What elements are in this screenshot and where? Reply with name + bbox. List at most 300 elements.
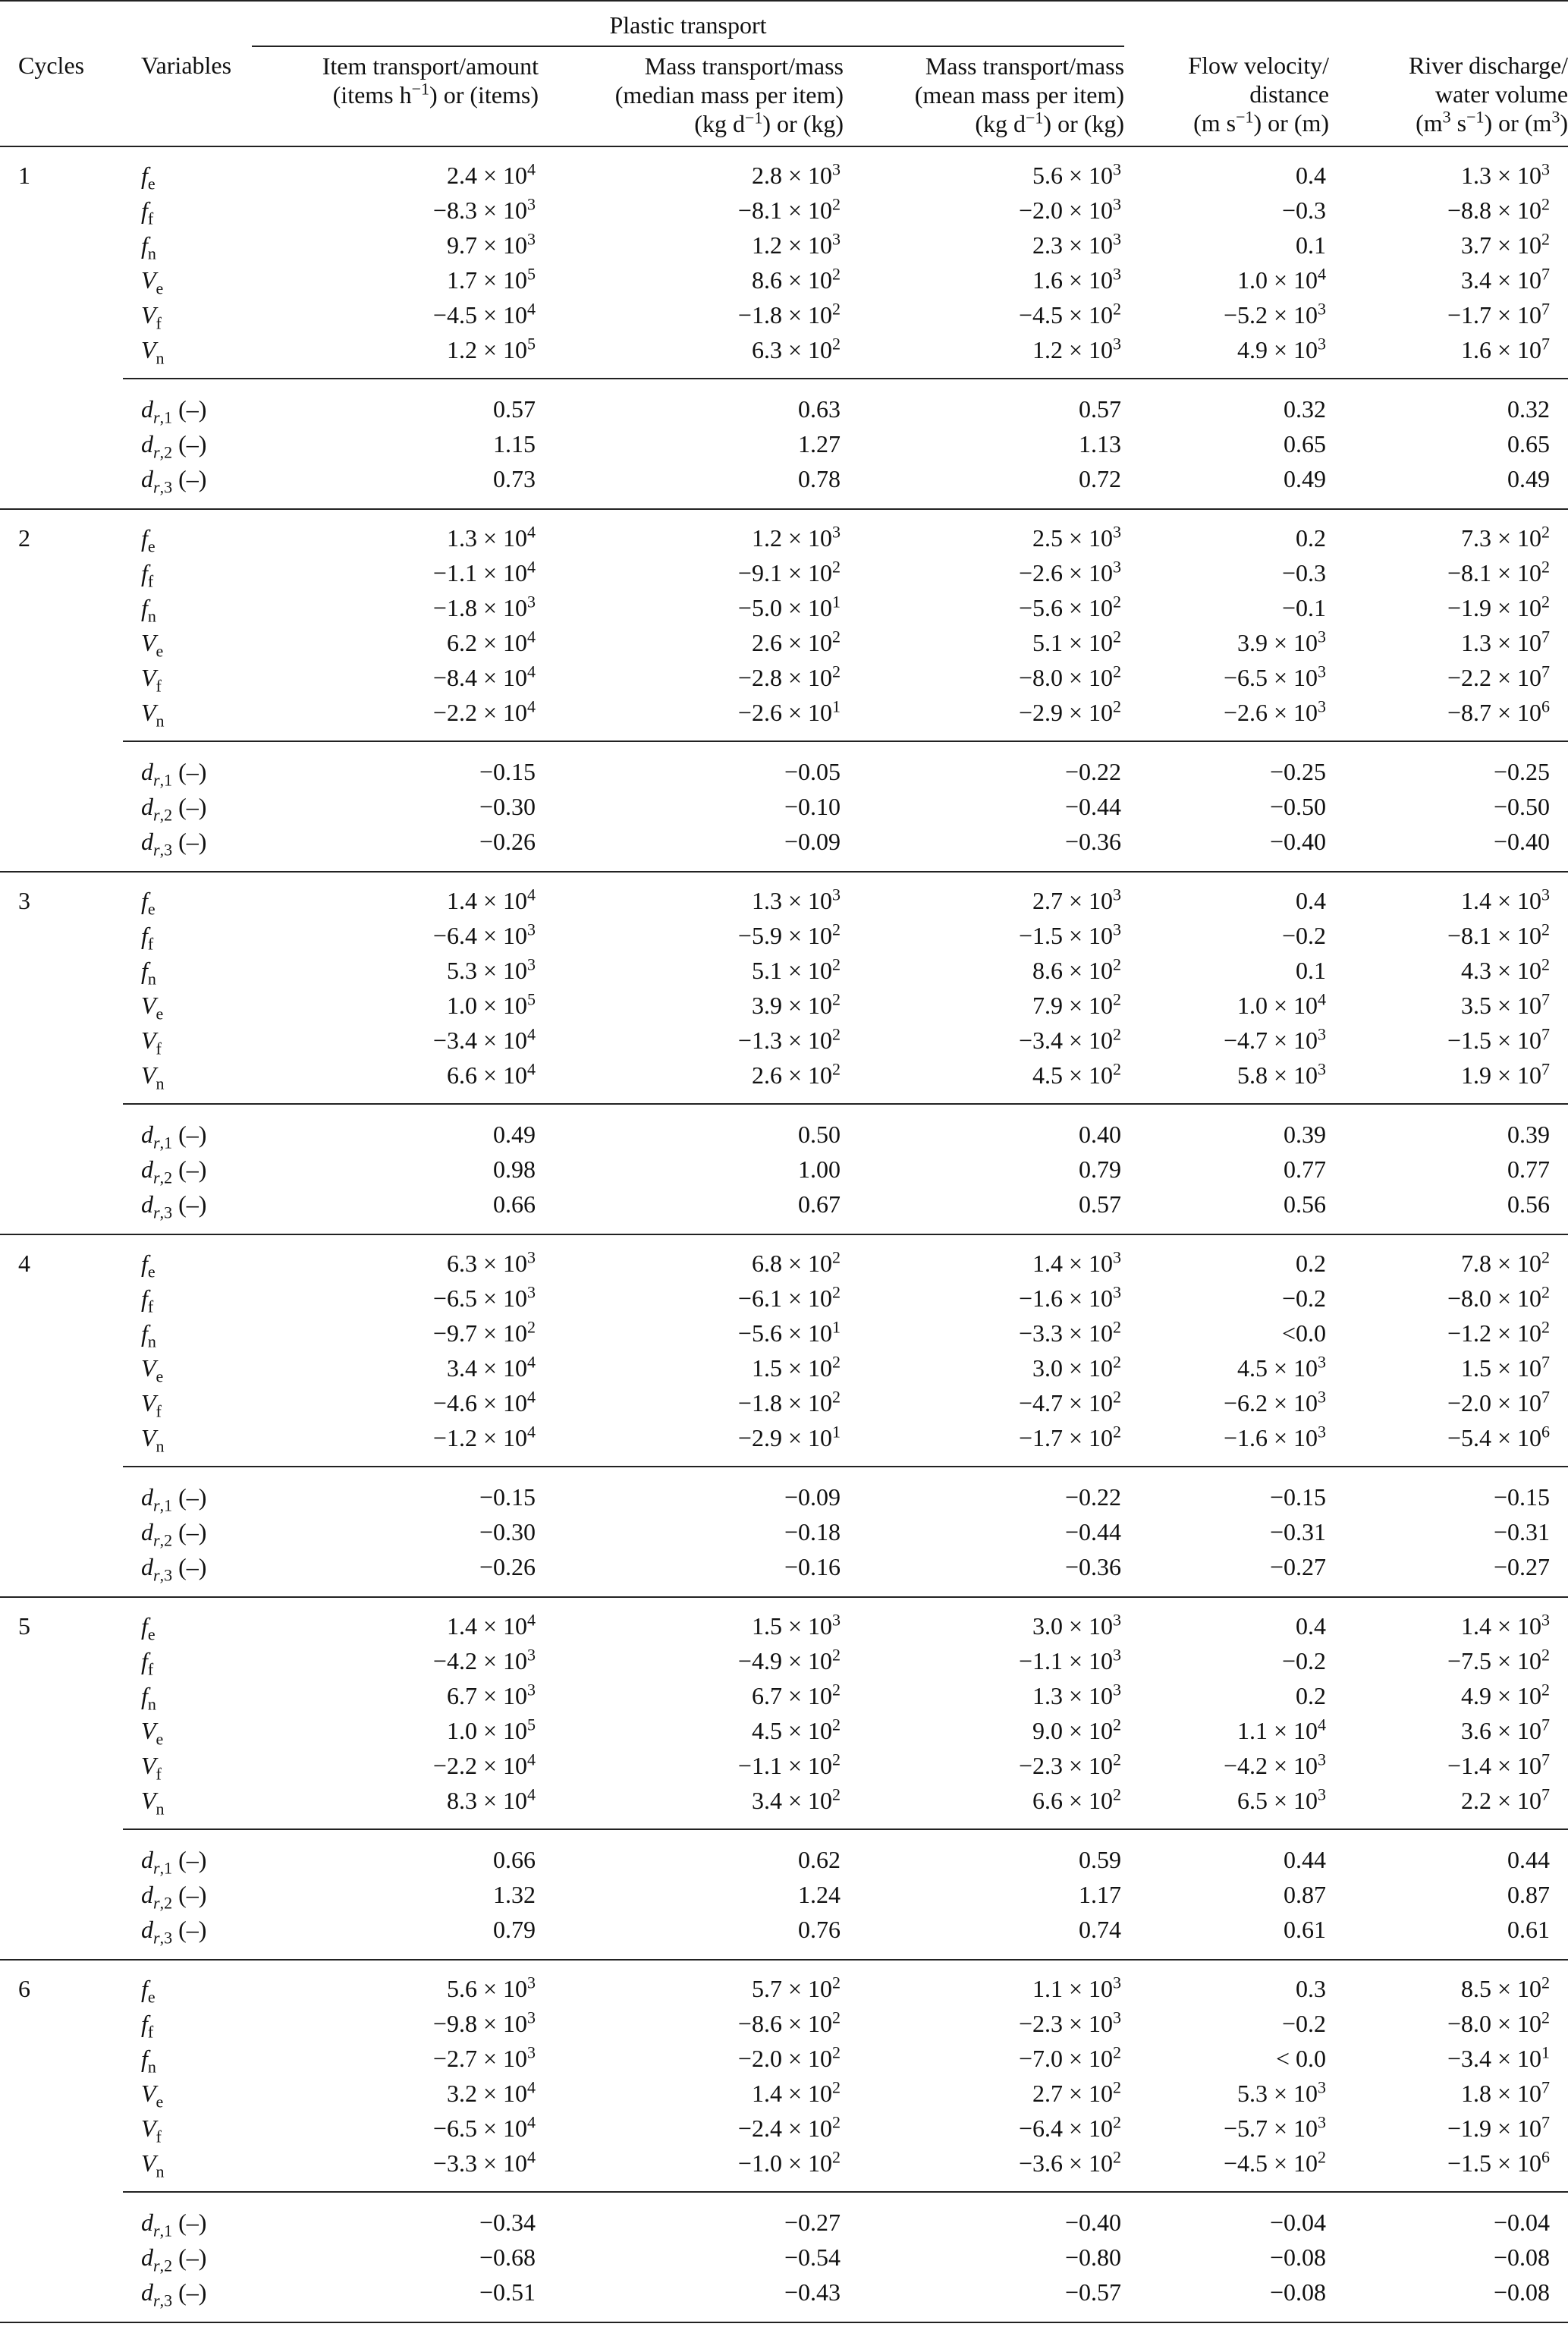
table-row bbox=[0, 555, 1568, 590]
column-header-line: (items $h^{-1}$) or (items) bbox=[332, 79, 539, 108]
table-cell: −0.08 bbox=[1329, 2275, 1568, 2322]
column-header-line: Variables bbox=[141, 52, 232, 79]
cycle-label: 6 bbox=[0, 1960, 123, 2006]
table-cell: −0.54 bbox=[784, 2244, 841, 2271]
table-cell: $6.7 \times 10^3$ bbox=[446, 1680, 536, 1709]
table-cell: −0.31 bbox=[1493, 1518, 1551, 1545]
table-cell: $-8.4 \times 10^4$ bbox=[432, 662, 536, 691]
table-cell: $5.3 \times 10^3$ bbox=[446, 954, 536, 984]
table-cell: $4.5 \times 10^3$ bbox=[1236, 1352, 1327, 1382]
variable-label: $V_e$ bbox=[141, 1354, 164, 1386]
table-cell: $1.8 \times 10^7$ bbox=[1460, 2077, 1551, 2107]
table-row bbox=[0, 1281, 1568, 1316]
table-cell: −0.25 bbox=[1329, 741, 1568, 789]
table-cell: 0.74 bbox=[1079, 1916, 1122, 1943]
table-cell: −0.10 bbox=[784, 793, 841, 820]
d-label: $d_{r,3}$ (–) bbox=[123, 2275, 252, 2322]
cycle-label-empty bbox=[0, 2275, 123, 2322]
column-header-line: Flow velocity/ bbox=[1188, 52, 1330, 79]
cycle-label bbox=[0, 625, 123, 660]
table-cell: $-5.4 \times 10^6$ bbox=[1447, 1422, 1551, 1451]
table-row-d bbox=[0, 1514, 1568, 1549]
table-cell: −0.43 bbox=[539, 2275, 844, 2322]
column-header-line: (m $s^{-1}$) or (m) bbox=[1193, 107, 1330, 137]
table-cell: $-8.1 \times 10^2$ bbox=[1447, 920, 1551, 949]
table-cell: 1.13 bbox=[1079, 430, 1122, 458]
table-cell: −0.08 bbox=[1269, 2244, 1327, 2271]
table-cell: $-4.9 \times 10^2$ bbox=[737, 1645, 841, 1674]
table-cell: 0.57 bbox=[844, 379, 1124, 426]
table-cell: $3.9 \times 10^2$ bbox=[751, 989, 841, 1019]
table-row-d bbox=[0, 1912, 1568, 1960]
table-row bbox=[0, 1597, 1568, 1643]
cycle-label bbox=[0, 590, 123, 625]
header-group-row bbox=[0, 1, 1568, 46]
table-cell: 0.49 bbox=[1507, 465, 1551, 492]
cycle-label bbox=[0, 1058, 123, 1104]
variable-label: $f_e$ bbox=[123, 1234, 252, 1281]
variable-label: $V_n$ bbox=[141, 1424, 165, 1456]
variable-label: $V_n$ bbox=[141, 2149, 165, 2181]
table-cell: $4.3 \times 10^2$ bbox=[1460, 954, 1551, 984]
table-cell: $1.5 \times 10^3$ bbox=[539, 1597, 844, 1643]
table-cell: $3.4 \times 10^4$ bbox=[446, 1352, 536, 1382]
table-cell: −0.08 bbox=[1493, 2244, 1551, 2271]
table-cell: $-7.0 \times 10^2$ bbox=[1018, 2042, 1122, 2072]
table-cell: $-1.6 \times 10^3$ bbox=[1018, 1282, 1122, 1312]
table-cell: 0.79 bbox=[1079, 1156, 1122, 1183]
table-cell: $1.6 \times 10^3$ bbox=[1032, 264, 1122, 294]
table-cell: $5.3 \times 10^3$ bbox=[1236, 2077, 1327, 2107]
table-cell: $-2.0 \times 10^7$ bbox=[1447, 1387, 1551, 1417]
table-cell: $-9.7 \times 10^2$ bbox=[432, 1317, 536, 1347]
table-cell: 0.65 bbox=[1284, 430, 1327, 458]
table-cell: −0.3 bbox=[1281, 197, 1327, 224]
cycle-label bbox=[0, 695, 123, 741]
table-cell: 0.76 bbox=[798, 1916, 841, 1943]
table-cell: $-1.3 \times 10^2$ bbox=[737, 1024, 841, 1054]
table-cell: 0.49 bbox=[1284, 465, 1327, 492]
cycle-label bbox=[0, 1316, 123, 1351]
table-cell: $2.3 \times 10^3$ bbox=[1032, 229, 1122, 259]
table-cell: $-6.1 \times 10^2$ bbox=[737, 1282, 841, 1312]
table-cell: $3.5 \times 10^7$ bbox=[1460, 989, 1551, 1019]
cycle-label bbox=[0, 1713, 123, 1748]
table-cell: $-6.4 \times 10^2$ bbox=[1018, 2112, 1122, 2142]
column-header-line: Item transport/amount bbox=[322, 52, 539, 80]
table-cell: 0.49 bbox=[252, 1104, 539, 1152]
d-label: $d_{r,1}$ (–) bbox=[123, 741, 252, 789]
table-row-d bbox=[0, 824, 1568, 872]
table-cell: $3.4 \times 10^2$ bbox=[751, 1784, 841, 1814]
table-row-d bbox=[0, 1104, 1568, 1152]
table-cell: $1.2 \times 10^3$ bbox=[1032, 334, 1122, 363]
table-cell: $1.3 \times 10^3$ bbox=[1329, 146, 1568, 193]
table-cell: $-2.8 \times 10^2$ bbox=[737, 662, 841, 691]
cycle-label-empty bbox=[0, 789, 123, 824]
table-row bbox=[0, 1643, 1568, 1678]
table-row bbox=[0, 988, 1568, 1023]
table-cell: 0.62 bbox=[539, 1829, 844, 1877]
table-cell: $1.0 \times 10^5$ bbox=[446, 989, 536, 1019]
table-cell: $-1.4 \times 10^7$ bbox=[1447, 1750, 1551, 1779]
cycle-label bbox=[0, 988, 123, 1023]
table-row bbox=[0, 228, 1568, 263]
variable-label: $f_f$ bbox=[141, 922, 154, 954]
table-cell: $1.5 \times 10^2$ bbox=[751, 1352, 841, 1382]
table-cell: 0.44 bbox=[1124, 1829, 1329, 1877]
table-cell: −0.36 bbox=[1064, 1553, 1122, 1580]
column-header-line: (kg $d^{-1}$) or (kg) bbox=[975, 108, 1125, 137]
cycle-label bbox=[0, 1420, 123, 1467]
table-cell: $-8.8 \times 10^2$ bbox=[1447, 194, 1551, 224]
table-row bbox=[0, 193, 1568, 228]
table-cell: $2.8 \times 10^3$ bbox=[539, 146, 844, 193]
table-cell: $-1.8 \times 10^3$ bbox=[432, 592, 536, 621]
table-row bbox=[0, 509, 1568, 555]
column-header-line: distance bbox=[1249, 80, 1330, 108]
variable-label: $V_f$ bbox=[141, 664, 162, 696]
table-cell: $-2.6 \times 10^3$ bbox=[1018, 557, 1122, 586]
table-row bbox=[0, 297, 1568, 332]
table-cell: $-4.6 \times 10^4$ bbox=[432, 1387, 536, 1417]
table-cell: 1.00 bbox=[798, 1156, 841, 1183]
table-cell: $1.4 \times 10^3$ bbox=[1329, 872, 1568, 918]
table-cell: $-2.0 \times 10^2$ bbox=[737, 2042, 841, 2072]
cycle-label-empty bbox=[0, 2192, 123, 2240]
table-cell: $-5.7 \times 10^3$ bbox=[1223, 2112, 1327, 2142]
variable-label: $f_f$ bbox=[141, 197, 154, 228]
variable-label: $V_n$ bbox=[141, 1061, 165, 1093]
table-cell: $-2.2 \times 10^4$ bbox=[432, 1750, 536, 1779]
table-cell: $-1.9 \times 10^2$ bbox=[1447, 592, 1551, 621]
table-row bbox=[0, 590, 1568, 625]
table-row bbox=[0, 1748, 1568, 1783]
table-cell: −0.36 bbox=[1064, 828, 1122, 855]
table-row bbox=[0, 2006, 1568, 2041]
table-cell: −0.27 bbox=[539, 2192, 844, 2240]
table-cell: $-2.6 \times 10^3$ bbox=[1223, 696, 1327, 726]
table-cell: $7.8 \times 10^2$ bbox=[1329, 1234, 1568, 1281]
variable-label: $V_f$ bbox=[141, 1027, 162, 1058]
variable-label: $f_n$ bbox=[141, 957, 156, 989]
table-cell: 0.66 bbox=[252, 1829, 539, 1877]
column-header-cycles bbox=[0, 46, 123, 146]
cycle-label bbox=[0, 2111, 123, 2146]
variable-label: $V_f$ bbox=[141, 1752, 162, 1784]
table-cell: $-6.5 \times 10^3$ bbox=[432, 1282, 536, 1312]
table-cell: $-1.1 \times 10^2$ bbox=[737, 1750, 841, 1779]
table-row bbox=[0, 953, 1568, 988]
table-cell: $6.6 \times 10^4$ bbox=[446, 1059, 536, 1089]
table-cell: $7.9 \times 10^2$ bbox=[1032, 989, 1122, 1019]
table-cell: −0.04 bbox=[1124, 2192, 1329, 2240]
table-cell: 0.56 bbox=[1507, 1190, 1551, 1218]
table-row bbox=[0, 1713, 1568, 1748]
table-cell: $-4.2 \times 10^3$ bbox=[432, 1645, 536, 1674]
d-label: $d_{r,1}$ (–) bbox=[123, 1829, 252, 1877]
table-cell: $1.0 \times 10^4$ bbox=[1236, 989, 1327, 1019]
variable-label: $V_f$ bbox=[141, 1389, 162, 1421]
table-row bbox=[0, 918, 1568, 953]
table-row-d bbox=[0, 2240, 1568, 2275]
d-label: $d_{r,2}$ (–) bbox=[141, 1881, 207, 1913]
cycle-label bbox=[0, 2076, 123, 2111]
table-cell: −0.16 bbox=[784, 1553, 841, 1580]
variable-label: $V_n$ bbox=[141, 336, 165, 368]
table-cell: 0.61 bbox=[1284, 1916, 1327, 1943]
table-cell: $1.0 \times 10^5$ bbox=[446, 1715, 536, 1744]
table-cell: 0.59 bbox=[844, 1829, 1124, 1877]
variable-label: $V_e$ bbox=[141, 2080, 164, 2111]
table-row bbox=[0, 872, 1568, 918]
variable-label: $f_n$ bbox=[141, 1319, 156, 1351]
table-row bbox=[0, 332, 1568, 379]
table-cell: $4.9 \times 10^3$ bbox=[1236, 334, 1327, 363]
table-cell: $1.5 \times 10^7$ bbox=[1460, 1352, 1551, 1382]
table-cell: $-2.2 \times 10^7$ bbox=[1447, 662, 1551, 691]
table-cell: $-2.0 \times 10^3$ bbox=[1018, 194, 1122, 224]
table-cell: −0.40 bbox=[844, 2192, 1124, 2240]
cycle-label-empty bbox=[0, 1187, 123, 1234]
table-cell: $-1.2 \times 10^4$ bbox=[432, 1422, 536, 1451]
table-cell: 0.2 bbox=[1296, 1682, 1327, 1709]
table-cell: $9.0 \times 10^2$ bbox=[1032, 1715, 1122, 1744]
table-cell: $-2.2 \times 10^4$ bbox=[432, 696, 536, 726]
table-cell: $8.6 \times 10^2$ bbox=[751, 264, 841, 294]
cycle-label-empty bbox=[0, 824, 123, 872]
table-cell: <0.0 bbox=[1281, 1319, 1327, 1347]
table-cell: $-8.0 \times 10^2$ bbox=[1018, 662, 1122, 691]
table-cell: −0.25 bbox=[1124, 741, 1329, 789]
table-cell: −0.04 bbox=[1329, 2192, 1568, 2240]
table-row bbox=[0, 1058, 1568, 1104]
table-cell: 1.17 bbox=[1079, 1881, 1122, 1908]
table-cell: $-6.2 \times 10^3$ bbox=[1223, 1387, 1327, 1417]
table-cell: $-8.1 \times 10^2$ bbox=[1447, 557, 1551, 586]
variable-label: $f_e$ bbox=[123, 509, 252, 555]
column-header-line: (median mass per item) bbox=[614, 81, 844, 108]
table-cell: 0.65 bbox=[1507, 430, 1551, 458]
variable-label: $f_f$ bbox=[141, 1647, 154, 1679]
table-header bbox=[0, 1, 1568, 146]
table-cell: $2.2 \times 10^7$ bbox=[1460, 1784, 1551, 1814]
table-cell: −0.68 bbox=[479, 2244, 536, 2271]
cycle-label bbox=[0, 2041, 123, 2076]
table-cell: $-1.7 \times 10^7$ bbox=[1447, 299, 1551, 329]
table-cell: < 0.0 bbox=[1275, 2045, 1327, 2072]
table-cell: 1.24 bbox=[798, 1881, 841, 1908]
table-cell: −0.26 bbox=[479, 1553, 536, 1580]
table-cell: $-6.5 \times 10^4$ bbox=[432, 2112, 536, 2142]
table-cell: $1.1 \times 10^4$ bbox=[1236, 1715, 1327, 1744]
cycle-label-empty bbox=[0, 426, 123, 461]
cycle-label bbox=[0, 953, 123, 988]
table-cell: $-1.2 \times 10^2$ bbox=[1447, 1317, 1551, 1347]
table-cell: $6.3 \times 10^3$ bbox=[252, 1234, 539, 1281]
table-row bbox=[0, 695, 1568, 741]
table-cell: 0.98 bbox=[493, 1156, 536, 1183]
table-cell: $3.0 \times 10^3$ bbox=[844, 1597, 1124, 1643]
d-label: $d_{r,3}$ (–) bbox=[141, 828, 207, 860]
table-row-d bbox=[0, 2192, 1568, 2240]
cycle-label bbox=[0, 918, 123, 953]
table-cell: 0.87 bbox=[1284, 1881, 1327, 1908]
table-row bbox=[0, 1678, 1568, 1713]
table-cell: $4.9 \times 10^2$ bbox=[1460, 1680, 1551, 1709]
table-cell: $1.7 \times 10^5$ bbox=[446, 264, 536, 294]
table-cell: −0.09 bbox=[784, 828, 841, 855]
table-row bbox=[0, 1023, 1568, 1058]
table-cell: $8.5 \times 10^2$ bbox=[1329, 1960, 1568, 2006]
table-cell: $3.7 \times 10^2$ bbox=[1460, 229, 1551, 259]
table-row bbox=[0, 1385, 1568, 1420]
cycle-label-empty bbox=[0, 741, 123, 789]
table-cell: $-1.7 \times 10^2$ bbox=[1018, 1422, 1122, 1451]
variable-label: $V_n$ bbox=[141, 699, 165, 731]
table-cell: $-1.1 \times 10^4$ bbox=[432, 557, 536, 586]
table-cell: $-5.9 \times 10^2$ bbox=[737, 920, 841, 949]
table-cell: 0.61 bbox=[1507, 1916, 1551, 1943]
table-cell: 0.40 bbox=[844, 1104, 1124, 1152]
table-cell: $-1.6 \times 10^3$ bbox=[1223, 1422, 1327, 1451]
variable-label: $f_f$ bbox=[141, 1284, 154, 1316]
cycle-label bbox=[0, 1281, 123, 1316]
table-cell: $1.3 \times 10^7$ bbox=[1460, 627, 1551, 656]
table-cell: 1.15 bbox=[493, 430, 536, 458]
table-cell: $-4.2 \times 10^3$ bbox=[1223, 1750, 1327, 1779]
table-row bbox=[0, 1351, 1568, 1385]
table-cell: $-8.0 \times 10^2$ bbox=[1447, 1282, 1551, 1312]
table-cell: $-1.5 \times 10^3$ bbox=[1018, 920, 1122, 949]
column-header-line: Mass transport/mass bbox=[925, 52, 1125, 80]
column-header-line: (kg $d^{-1}$) or (kg) bbox=[694, 108, 844, 137]
table-cell: $1.4 \times 10^4$ bbox=[252, 1597, 539, 1643]
d-label: $d_{r,2}$ (–) bbox=[141, 1156, 207, 1187]
table-cell: $2.4 \times 10^4$ bbox=[252, 146, 539, 193]
column-header-mass-transport-mean bbox=[844, 46, 1124, 146]
d-label: $d_{r,1}$ (–) bbox=[123, 1104, 252, 1152]
table-row-d bbox=[0, 1549, 1568, 1597]
cycle-label-empty bbox=[0, 1549, 123, 1597]
table-cell: −0.40 bbox=[1493, 828, 1551, 855]
table-cell: $1.4 \times 10^2$ bbox=[751, 2077, 841, 2107]
table-cell: $-4.7 \times 10^3$ bbox=[1223, 1024, 1327, 1054]
table-cell: $-1.5 \times 10^7$ bbox=[1447, 1024, 1551, 1054]
cycle-label-empty bbox=[0, 1912, 123, 1960]
table-cell: $1.4 \times 10^3$ bbox=[1329, 1597, 1568, 1643]
cycle-label bbox=[0, 1385, 123, 1420]
table-cell: 0.77 bbox=[1284, 1156, 1327, 1183]
table-cell: 0.44 bbox=[1329, 1829, 1568, 1877]
table-cell: −0.2 bbox=[1281, 2010, 1327, 2037]
d-label: $d_{r,1}$ (–) bbox=[123, 2192, 252, 2240]
table-cell: 0.39 bbox=[1124, 1104, 1329, 1152]
table-cell: 0.39 bbox=[1329, 1104, 1568, 1152]
cycle-label bbox=[0, 660, 123, 695]
table-row-d bbox=[0, 741, 1568, 789]
table-cell: $7.3 \times 10^2$ bbox=[1329, 509, 1568, 555]
column-header-variables bbox=[123, 46, 252, 146]
table-cell: $-4.5 \times 10^4$ bbox=[432, 299, 536, 329]
cycle-label bbox=[0, 193, 123, 228]
variable-label: $f_f$ bbox=[141, 559, 154, 591]
table-cell: $-2.7 \times 10^3$ bbox=[432, 2042, 536, 2072]
cycle-label-empty bbox=[0, 2240, 123, 2275]
table-cell: $1.3 \times 10^3$ bbox=[1032, 1680, 1122, 1709]
variable-label: $f_e$ bbox=[123, 146, 252, 193]
table-cell: $3.4 \times 10^7$ bbox=[1460, 264, 1551, 294]
table-cell: $-2.9 \times 10^1$ bbox=[737, 1422, 841, 1451]
variable-label: $V_f$ bbox=[141, 2115, 162, 2146]
table-cell: $-2.3 \times 10^2$ bbox=[1018, 1750, 1122, 1779]
table-cell: $-3.4 \times 10^2$ bbox=[1018, 1024, 1122, 1054]
table-cell: $-4.5 \times 10^2$ bbox=[1223, 2147, 1327, 2177]
variable-label: $V_e$ bbox=[141, 1717, 164, 1749]
d-label: $d_{r,3}$ (–) bbox=[141, 1916, 207, 1948]
table-cell: −0.2 bbox=[1281, 1647, 1327, 1674]
variable-label: $f_n$ bbox=[141, 231, 156, 263]
table-cell: $1.2 \times 10^5$ bbox=[446, 334, 536, 363]
cycle-label bbox=[0, 263, 123, 297]
table-cell: 0.66 bbox=[493, 1190, 536, 1218]
table-cell: 0.73 bbox=[493, 465, 536, 492]
table-cell: $2.6 \times 10^2$ bbox=[751, 1059, 841, 1089]
table-cell: $-1.9 \times 10^7$ bbox=[1447, 2112, 1551, 2142]
table-cell: $2.7 \times 10^2$ bbox=[1032, 2077, 1122, 2107]
column-header-mass-transport-median bbox=[539, 46, 844, 146]
variable-label: $V_f$ bbox=[141, 301, 162, 333]
table-cell: $-2.4 \times 10^2$ bbox=[737, 2112, 841, 2142]
table-cell: −0.15 bbox=[1329, 1467, 1568, 1514]
table-cell: 0.4 bbox=[1124, 872, 1329, 918]
table-row bbox=[0, 146, 1568, 193]
cycle-label bbox=[0, 1351, 123, 1385]
variable-label: $V_n$ bbox=[141, 1787, 165, 1819]
cycle-label: 2 bbox=[0, 509, 123, 555]
table-cell: $1.3 \times 10^4$ bbox=[252, 509, 539, 555]
table-cell: 0.1 bbox=[1296, 957, 1327, 984]
column-header-river-discharge bbox=[1329, 46, 1568, 146]
table-cell: $-2.3 \times 10^3$ bbox=[1018, 2008, 1122, 2037]
table-cell: $1.4 \times 10^4$ bbox=[252, 872, 539, 918]
table-cell: $-1.8 \times 10^2$ bbox=[737, 299, 841, 329]
table-cell: $-6.4 \times 10^3$ bbox=[432, 920, 536, 949]
d-label: $d_{r,2}$ (–) bbox=[141, 430, 207, 462]
table-cell: −0.2 bbox=[1281, 1284, 1327, 1312]
d-label: $d_{r,2}$ (–) bbox=[141, 1518, 207, 1550]
table-cell: 0.79 bbox=[493, 1916, 536, 1943]
table-cell: −0.18 bbox=[784, 1518, 841, 1545]
table-cell: $-8.1 \times 10^2$ bbox=[737, 194, 841, 224]
table-row-d bbox=[0, 789, 1568, 824]
variable-label: $f_e$ bbox=[123, 872, 252, 918]
variable-label: $f_f$ bbox=[141, 2010, 154, 2042]
cycle-label bbox=[0, 297, 123, 332]
table-cell: $-5.6 \times 10^2$ bbox=[1018, 592, 1122, 621]
table-cell: $1.4 \times 10^3$ bbox=[844, 1234, 1124, 1281]
table-cell: 0.87 bbox=[1507, 1881, 1551, 1908]
table-cell: $-5.0 \times 10^1$ bbox=[737, 592, 841, 621]
table-cell: $4.5 \times 10^2$ bbox=[751, 1715, 841, 1744]
table-cell: $6.3 \times 10^2$ bbox=[751, 334, 841, 363]
variable-label: $f_e$ bbox=[123, 1960, 252, 2006]
d-label: $d_{r,2}$ (–) bbox=[141, 793, 207, 825]
table-cell: 0.32 bbox=[1124, 379, 1329, 426]
table-cell: 0.4 bbox=[1124, 146, 1329, 193]
cycle-label bbox=[0, 1678, 123, 1713]
table-cell: $8.3 \times 10^4$ bbox=[446, 1784, 536, 1814]
